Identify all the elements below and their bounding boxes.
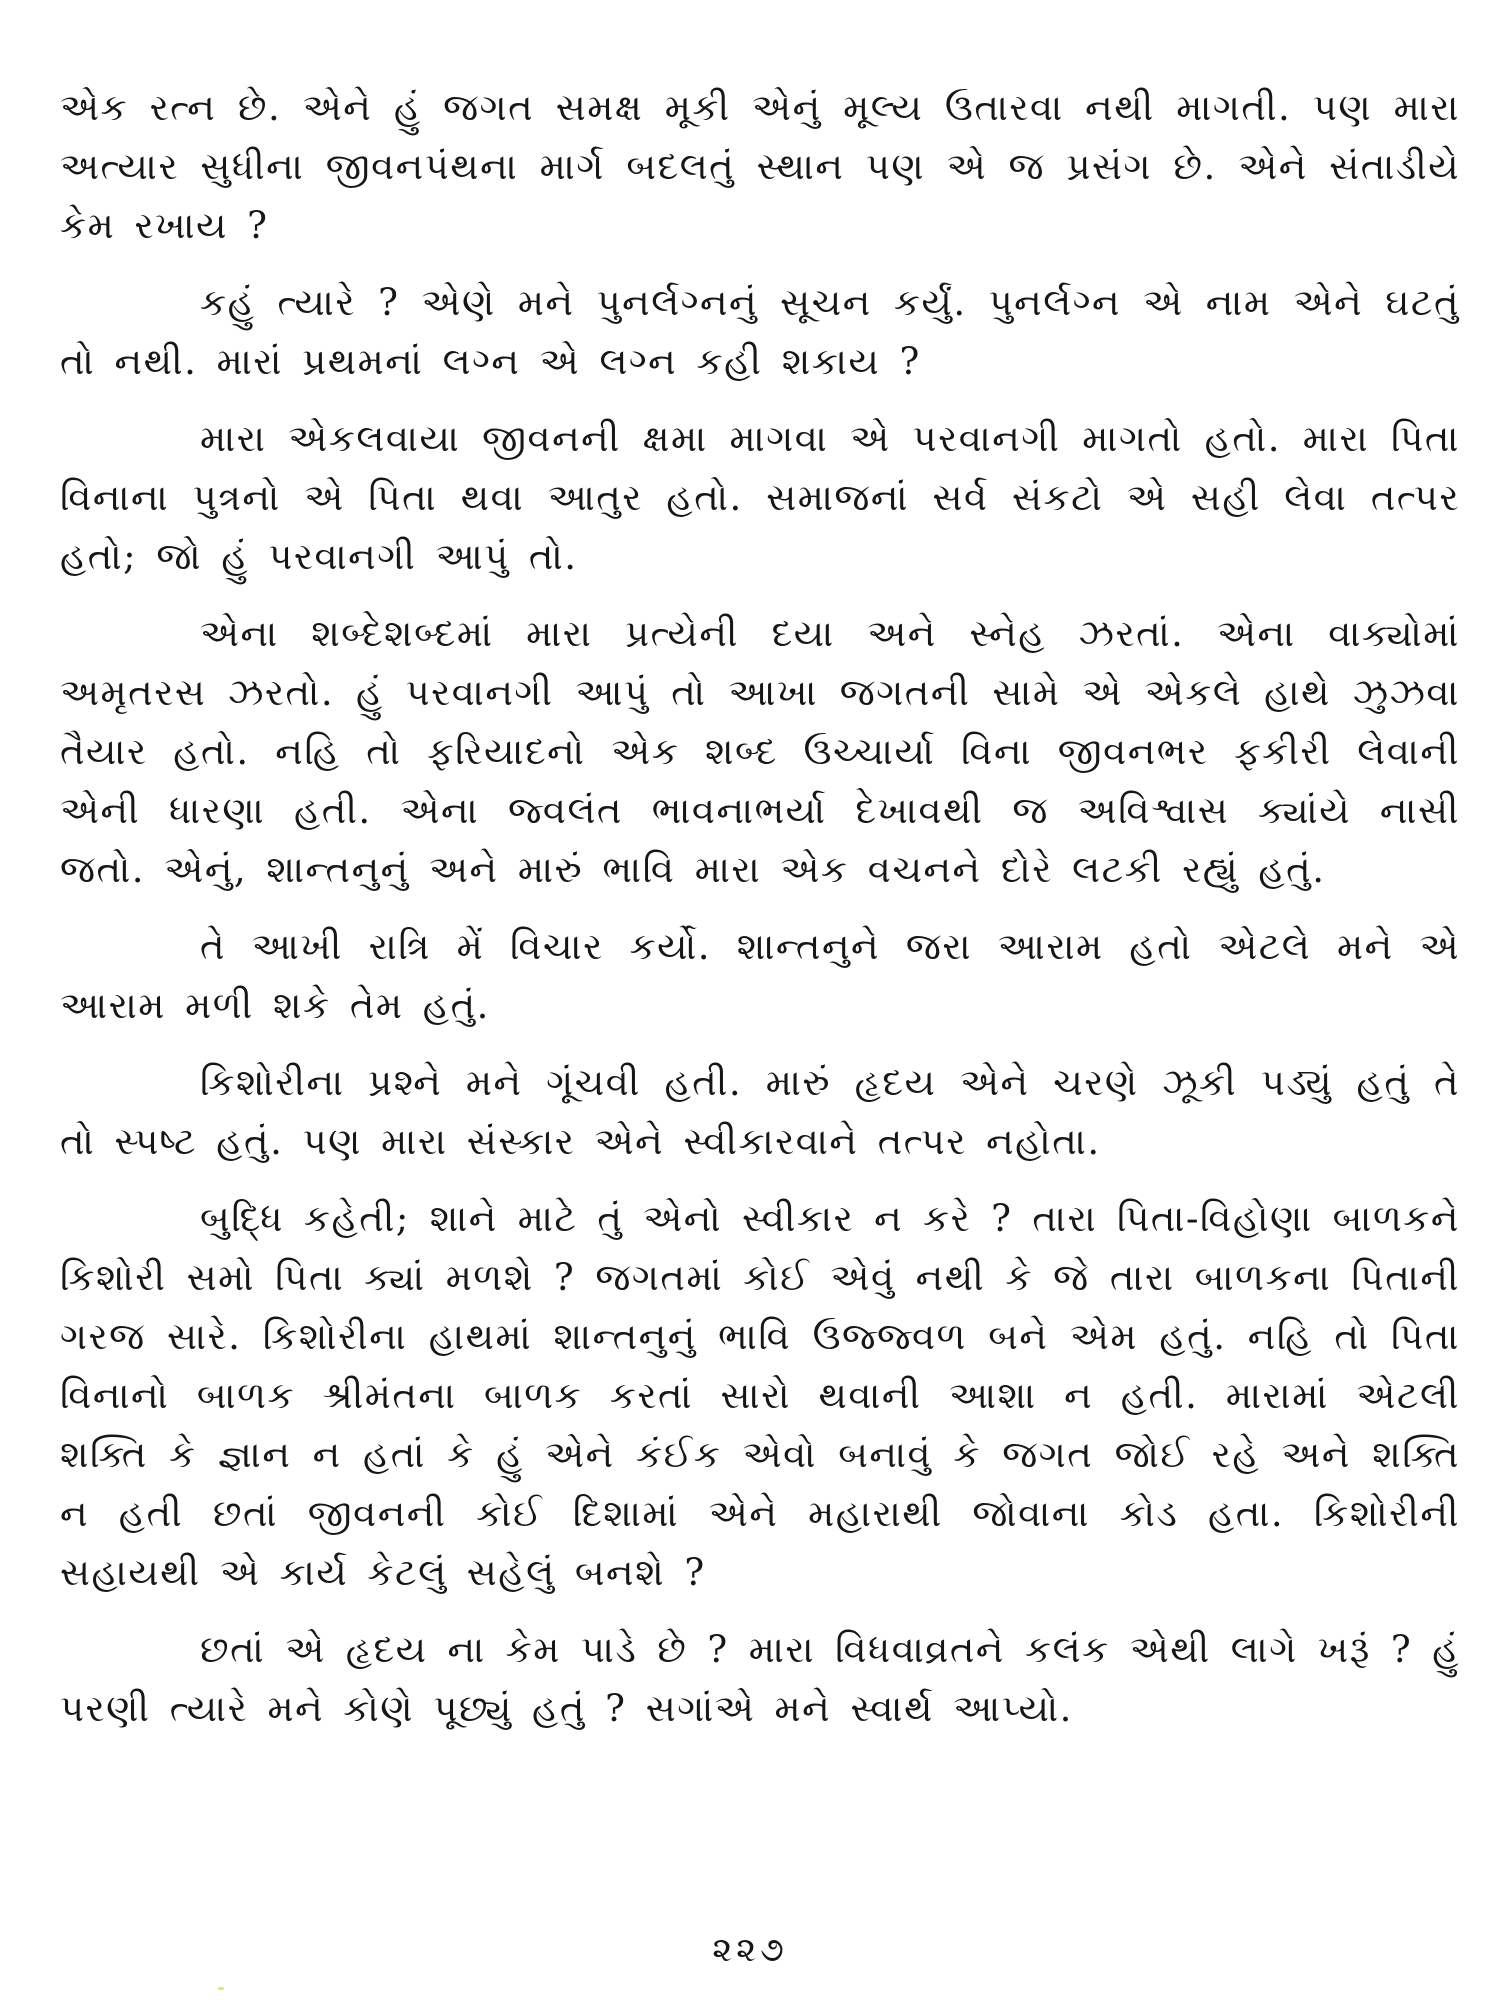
paragraph-8: છતાં એ હૃદય ના કેમ પાડે છે ? મારા વિધવાવ્રતને કલંક એથી લાગે ખરૂં ? હું પરણી ત્યારે મને કોણે પૂછ્યું હતું ? સગાંએ મને સ્વાર્થ આપ્યો. bbox=[60, 1628, 1460, 1730]
paragraph-4: એના શબ્દેશબ્દમાં મારા પ્રત્યેની દયા અને સ્નેહ ઝરતાં. એના વાક્યોમાં અમૃતરસ ઝરતો. હું પરવાનગી આપું તો આખા જગતની સામે એ એકલે હાથે ઝુઝવા તૈયાર હતો. નહિ તો ફરિયાદનો એક શબ્દ ઉચ્ચાર્યા વિના જીવનભર ફકીરી લેવાની એની ધારણા હતી. એના જ્વલંત ભાવનાભર્યા દેખાવથી જ અવિશ્વાસ ક્યાંયે નાસી જતો. એનું, શાન્તનુનું અને મારું ભાવિ મારા એક વચનને દોરે લટકી રહ્યું હતું. bbox=[60, 612, 1460, 891]
paragraph-6: કિશોરીના પ્રશ્ને મને ગૂંચવી હતી. મારું હૃદય એને ચરણે ઝૂકી પડ્યું હતું તે તો સ્પષ્ટ હતું. પણ મારા સંસ્કાર એને સ્વીકારવાને તત્પર નહોતા. bbox=[60, 1061, 1460, 1163]
page-number: ૨૨૭ bbox=[712, 1930, 788, 1970]
paragraph-7: બુદ્ધિ કહેતી; શાને માટે તું એનો સ્વીકાર ન કરે ? તારા પિતા-વિહોણા બાળકને કિશોરી સમો પિતા ક્યાં મળશે ? જગતમાં કોઈ એવું નથી કે જે તારા બાળકના પિતાની ગરજ સારે. કિશોરીના હાથમાં શાન્તનુનું ભાવિ ઉજ્જ્વળ બને એમ હતું. નહિ તો પિતા વિનાનો બાળક શ્રીમંતના બાળક કરતાં સારો થવાની આશા ન હતી. મારામાં એટલી શક્તિ કે જ્ઞાન ન હતાં કે હું એને કંઈક એવો બનાવું કે જગત જોઈ રહે અને શક્તિ ન હતી છતાં જીવનની કોઈ દિશામાં એને મહારાથી જોવાના કોડ હતા. કિશોરીની સહાયથી એ કાર્ય કેટલું સહેલું બનશે ? bbox=[60, 1197, 1460, 1594]
paragraph-5: તે આખી રાત્રિ મેં વિચાર કર્યો. શાન્તનુને જરા આરામ હતો એટલે મને એ આરામ મળી શકે તેમ હતું. bbox=[60, 925, 1460, 1027]
paragraph-1: એક રત્ન છે. એને હું જગત સમક્ષ મૂકી એનું મૂલ્ય ઉતારવા નથી માગતી. પણ મારા અત્યાર સુધીના જીવનપંથના માર્ગ બદલતું સ્થાન પણ એ જ પ્રસંગ છે. એને સંતાડીયે કેમ રખાય ? bbox=[60, 86, 1460, 247]
paragraph-3: મારા એકલવાયા જીવનની ક્ષમા માગવા એ પરવાનગી માગતો હતો. મારા પિતા વિનાના પુત્રનો એ પિતા થવા આતુર હતો. સમાજનાં સર્વ સંકટો એ સહી લેવા તત્પર હતો; જો હું પરવાનગી આપું તો. bbox=[60, 417, 1460, 578]
paragraph-2: કહું ત્યારે ? એણે મને પુનર્લગ્નનું સૂચન કર્યું. પુનર્લગ્ન એ નામ એને ઘટતું તો નથી. મારાં પ્રથમનાં લગ્ન એ લગ્ન કહી શકાય ? bbox=[60, 281, 1460, 383]
page-body bbox=[60, 78, 1460, 1918]
paper-speck bbox=[218, 1987, 224, 1990]
